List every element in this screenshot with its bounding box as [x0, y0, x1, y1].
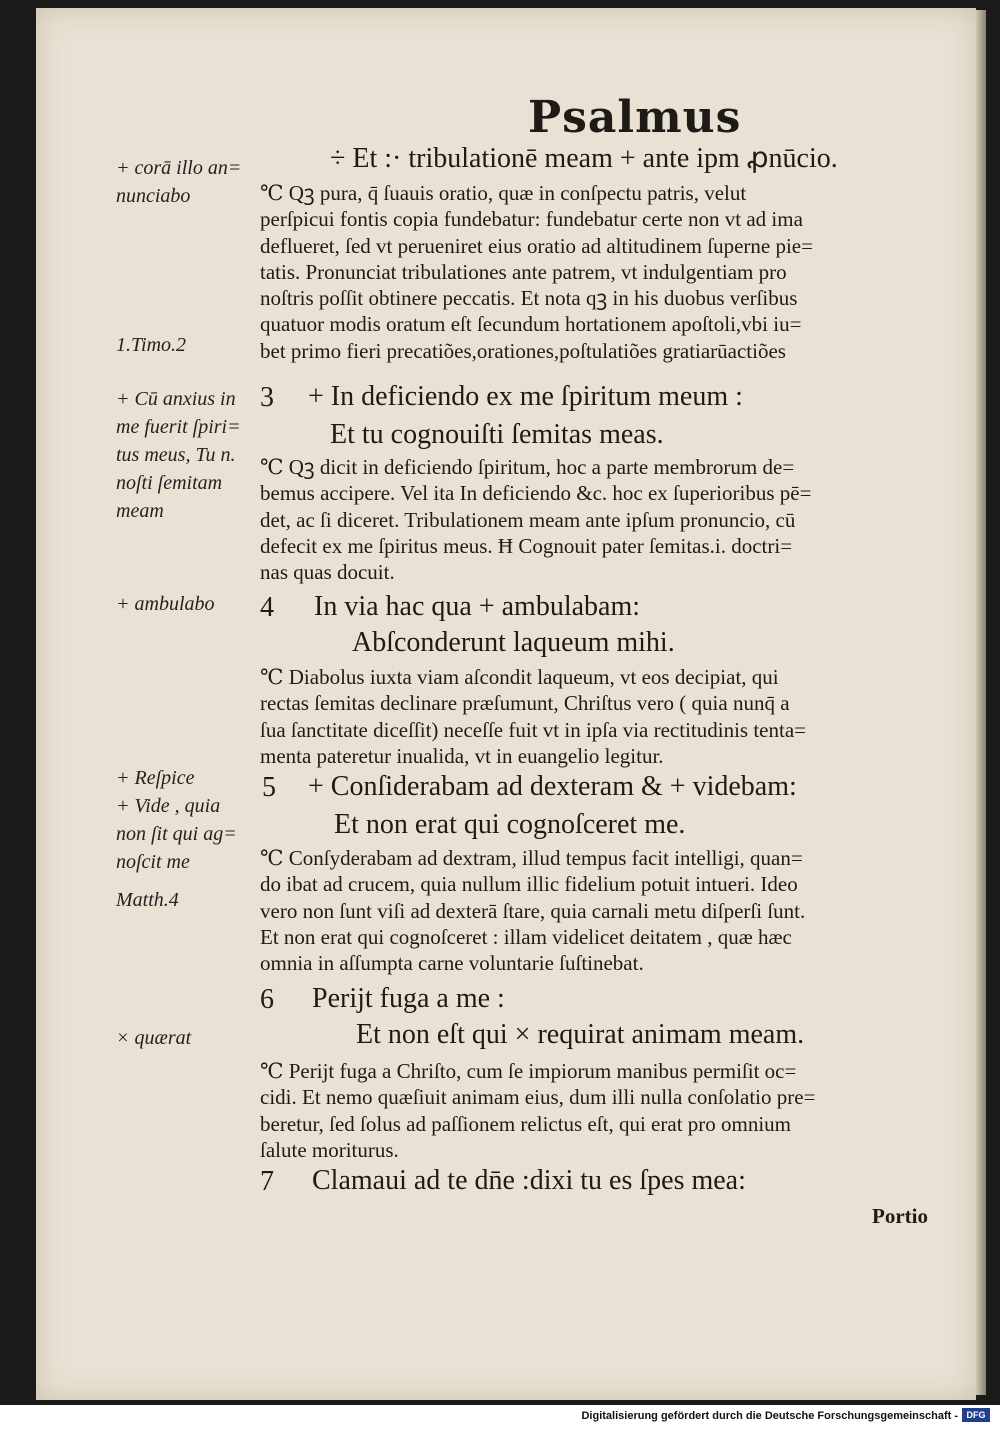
commentary-paragraph: ℃ Conſyderabam ad dextram, illud tempus facit intelligi, quan= do ibat ad crucem, quia nullum illic fidelium potuit intueri. Ideo vero non ſunt viſi ad dexterā ſtare, quia carnali metu diſperſi ſunt. Et non erat qui cognoſceret : illam videlicet deitatem , quæ hæc omnia in aſſumpta carne voluntarie ſuſtinebat.	[260, 846, 806, 976]
catchword: Portio	[872, 1204, 928, 1228]
page-title: Psalmus	[528, 92, 742, 143]
commentary-paragraph: ℃ Perijt fuga a Chriſto, cum ſe impiorum manibus permiſit oc= cidi. Et nemo quæſiuit animam eius, dum illi nulla conſolatio pre= beretur, ſed ſolus ad paſſionem relictus eſt, qui erat pro omnium ſalute moriturus.	[260, 1059, 816, 1162]
verse-line: ÷ Et :· tribulationē meam + ante ipm ꝓnūcio.	[330, 143, 838, 174]
commentary-paragraph: ℃ Qꝫ pura, q̄ ſuauis oratio, quæ in conſpectu patris, velut perſpicui fontis copia fundebatur: fundebatur certe non vt ad ima deflueret, ſed vt perueniret eius oratio ad altitudinem ſuperne pie= tatis. Pronunciat tribulationes ante patrem, vt indulgentiam pro noſtris poſſit obtinere peccatis. Et nota qꝫ in his duobus verſibus quatuor modis oratum eſt ſecundum hortationem apoſtoli,vbi iu= bet primo fieri precatiões,orationes,poſtulatiões gratiarūactiões	[260, 181, 813, 363]
margin-note: + corā illo an= nunciabo	[116, 157, 242, 207]
verse-line: Abſconderunt laqueum mihi.	[352, 627, 675, 658]
dfg-logo: DFG	[962, 1408, 990, 1422]
footer-credit: Digitalisierung gefördert durch die Deutsche Forschungsgemeinschaft -	[581, 1410, 958, 1422]
page-edge	[976, 10, 986, 1395]
commentary-paragraph: ℃ Qꝫ dicit in deficiendo ſpiritum, hoc a parte membrorum de= bemus accipere. Vel ita In deficiendo &c. hoc ex ſuperioribus pē= det, ac ſi diceret. Tribulationem meam ante ipſum pronuncio, cū defecit ex me ſpiritus meus. Ħ Cognouit pater ſemitas.i. doctri= nas quas docuit.	[260, 455, 812, 585]
verse-number: 3	[260, 382, 274, 413]
commentary-paragraph: ℃ Diabolus iuxta viam aſcondit laqueum, vt eos decipiat, qui rectas ſemitas declinare præſumunt, Chriſtus vero ( quia nunq̄ a ſua ſanctitate diceſſit) neceſſe fuit vt in ipſa via rectitudinis tenta= menta pateretur inualida, vt in euangelio legitur.	[260, 665, 806, 768]
verse-number: 5	[262, 772, 276, 803]
verse-number: 6	[260, 984, 274, 1015]
verse-line: Perijt fuga a me :	[312, 983, 505, 1014]
margin-note: + ambulabo	[116, 593, 215, 615]
verse-line: + Conſiderabam ad dexteram & + videbam:	[308, 771, 797, 802]
verse-line: Et tu cognouiſti ſemitas meas.	[330, 419, 664, 450]
margin-note: 1.Timo.2	[116, 334, 187, 356]
verse-line: In via hac qua + ambulabam:	[314, 591, 641, 622]
verse-line: + In deficiendo ex me ſpiritum meum :	[308, 381, 743, 412]
verse-number: 7	[260, 1166, 274, 1197]
margin-note: + Reſpice + Vide , quia non ſit qui ag= noſcit me	[116, 767, 237, 873]
verse-line: Et non eſt qui × requirat animam meam.	[356, 1019, 805, 1050]
verse-line: Et non erat qui cognoſceret me.	[334, 809, 686, 840]
margin-note: × quærat	[116, 1027, 192, 1049]
verse-line: Clamaui ad te dn̄e :dixi tu es ſpes mea:	[312, 1165, 746, 1196]
margin-note: + Cū anxius in me fuerit ſpiri= tus meus, Tu n. noſti ſemitam meam	[116, 388, 241, 522]
margin-note: Matth.4	[116, 889, 179, 911]
verse-number: 4	[260, 592, 274, 623]
